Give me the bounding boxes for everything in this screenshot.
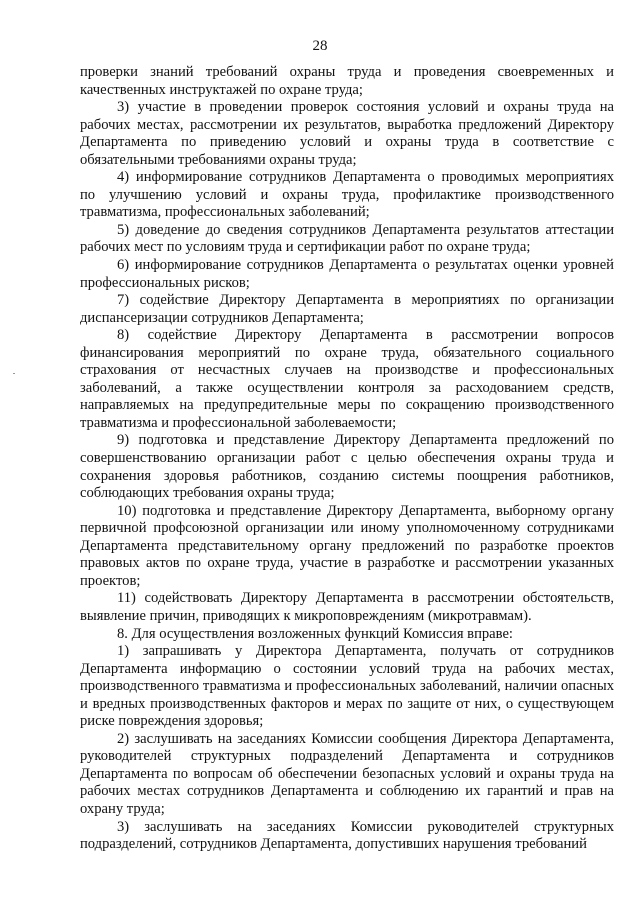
margin-mark <box>13 373 15 374</box>
paragraph: 7) содействие Директору Департамента в мероприятиях по организации диспансеризации сотрудников Департамента; <box>80 292 614 326</box>
paragraph: 3) участие в проведении проверок состояния условий и охраны труда на рабочих местах, рассмотрении их результатов, выработка предложений Директору Департамента по приведению условий и охраны труда в соответствие с обязательными требованиями охраны труда; <box>80 99 614 168</box>
paragraph: 4) информирование сотрудников Департамента о проводимых мероприятиях по улучшению условий и охраны труда, профилактике производственного травматизма, профессиональных заболеваний; <box>80 169 614 221</box>
paragraph: 10) подготовка и представление Директору Департамента, выборному органу первичной профсоюзной организации или иному уполномоченному сотрудниками Департамента представительному органу предложений по разработке проектов правовых актов по охране труда, участие в разработке и рассмотрении указанных проектов; <box>80 502 614 589</box>
paragraph: 2) заслушивать на заседаниях Комиссии сообщения Директора Департамента, руководителей структурных подразделений Департамента и сотрудников Департамента по вопросам об обеспечении безопасных условий и охраны труда на рабочих местах сотрудников Департамента и соблюдению их гарантий и прав на охрану труда; <box>80 730 614 817</box>
paragraph: 8) содействие Директору Департамента в рассмотрении вопросов финансирования мероприятий по охране труда, обязательного социального страхования от несчастных случаев на производстве и профессиональных заболеваний, а также осуществлении контроля за расходованием средств, направляемых на предупредительные меры по сокращению производственного травматизма и профессиональной заболеваемости; <box>80 327 614 431</box>
page-number: 28 <box>312 38 328 54</box>
paragraph: 3) заслушивать на заседаниях Комиссии руководителей структурных подразделений, сотрудников Департамента, допустивших нарушения требований <box>80 818 614 853</box>
paragraph: 11) содействовать Директору Департамента в рассмотрении обстоятельств, выявление причин, приводящих к микроповреждениям (микротравмам). <box>80 590 614 624</box>
paragraph: 8. Для осуществления возложенных функций Комиссия вправе: <box>117 625 513 642</box>
paragraph: 6) информирование сотрудников Департамента о результатах оценки уровней профессиональных рисков; <box>80 257 614 291</box>
document-body <box>80 64 614 854</box>
paragraph: проверки знаний требований охраны труда и проведения своевременных и качественных инструктажей по охране труда; <box>80 64 614 98</box>
paragraph: 9) подготовка и представление Директору Департамента предложений по совершенствованию организации работ с целью обеспечения охраны труда и сохранения здоровья работников, созданию системы поощрения работников, соблюдающих требования охраны труда; <box>80 432 614 502</box>
paragraph: 5) доведение до сведения сотрудников Департамента результатов аттестации рабочих мест по условиям труда и сертификации работ по охране труда; <box>80 221 614 256</box>
paragraph: 1) запрашивать у Директора Департамента, получать от сотрудников Департамента информацию о состоянии условий труда на рабочих местах, производственного травматизма и профессиональных заболеваний, наличии опасных и вредных производственных факторов и мерах по защите от них, о существующем риске повреждения здоровья; <box>80 643 614 730</box>
